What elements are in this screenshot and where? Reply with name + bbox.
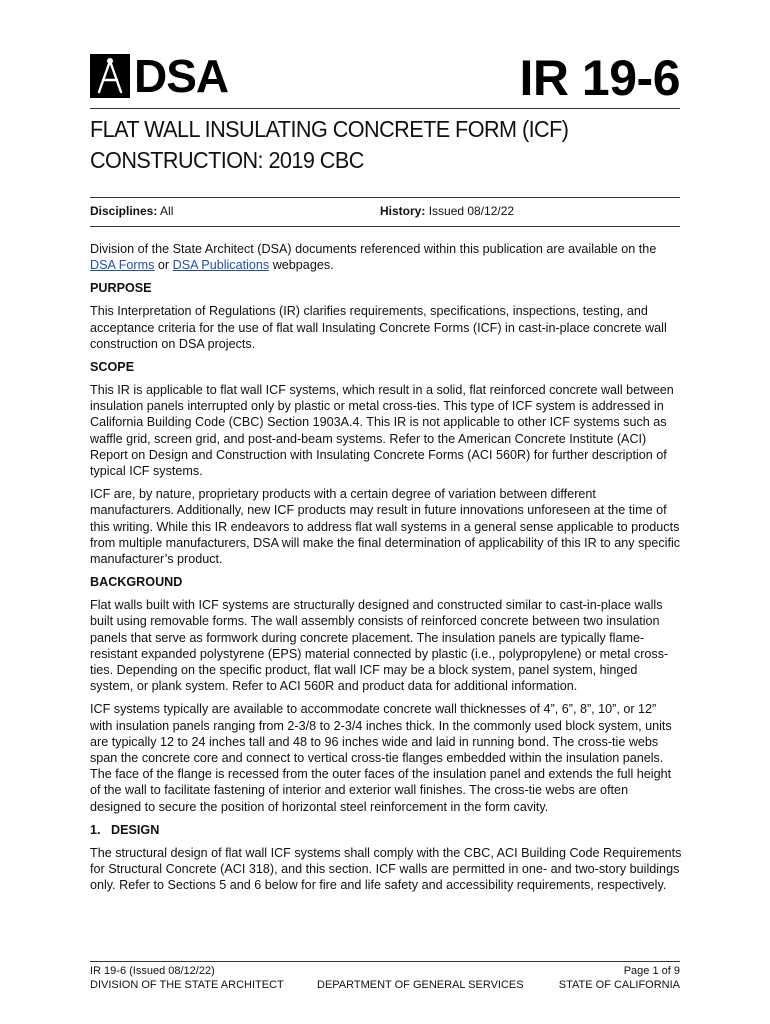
- background-paragraph-1: Flat walls built with ICF systems are structurally designed and constructed similar to cast-in-place walls built using removable forms. The wall assembly consists of reinforced concrete between two insulation panels that serve as formwork during concrete placement. The insulation panels are typically flame-resistant expanded polystyrene (EPS) material connected by plastic (i.e., polypropylene) or metal cross-ties. Depending on the specific product, flat wall ICF may be a block system, panel system, hinged system, or plank system. Refer to ACI 560R and product data for additional information.: [90, 598, 669, 694]
- compass-icon: [90, 54, 130, 98]
- disciplines-value: All: [160, 204, 174, 218]
- footer-state: STATE OF CALIFORNIA: [558, 979, 680, 991]
- dsa-forms-link[interactable]: DSA Forms: [90, 258, 155, 273]
- design-heading: 1. DESIGN: [90, 822, 160, 837]
- dsa-logo: [90, 50, 229, 102]
- scope-paragraph-1: This IR is applicable to flat wall ICF systems, which result in a solid, flat reinforced concrete wall between insulation panels interrupted only by plastic or metal cross-ties. This type of ICF system is addressed in California Building Code (CBC) Section 1903A.4. This IR is not applicable to other ICF systems such as waffle grid, screen grid, and post-and-beam systems. Refer to the American Concrete Institute (ACI) Report on Design and Construction with Insulating Concrete Forms (ACI 560R) for further description of typical ICF systems.: [90, 383, 674, 479]
- scope-heading: SCOPE: [90, 360, 135, 375]
- ir-number: IR 19-6: [519, 50, 680, 106]
- background-paragraph-2: ICF systems typically are available to accommodate concrete wall thicknesses of 4”, 6”, 8”, 10”, or 12” with insulation panels ranging from 2-3/8 to 2-3/4 inches thick. In the commonly used block system, units are typically 12 to 24 inches tall and 48 to 96 inches wide and laid in running bond. The cross-tie webs span the concrete core and connect to vertical cross-tie flanges embedded within the insulation panels. The face of the flange is recessed from the outer faces of the insulation panel and extends the full height of the wall to facilitate fastening of interior and exterior wall finishes. The cross-tie webs are often designed to secure the position of horizontal steel reinforcement in the form cavity.: [90, 702, 672, 814]
- history: [380, 203, 514, 219]
- dsa-publications-link[interactable]: DSA Publications: [172, 258, 270, 273]
- design-paragraph: The structural design of flat wall ICF systems shall comply with the CBC, ACI Building Code Requirements for Structural Concrete (ACI 318), and this section. ICF walls are permitted in one- and two-story buildings only. Refer to Sections 5 and 6 below for fire and life safety and accessibility requirements, respectively.: [90, 845, 682, 893]
- document-title: [90, 114, 642, 176]
- footer-page-number: Page 1 of 9: [623, 965, 680, 977]
- meta-divider: [90, 226, 680, 227]
- logo-text: DSA: [134, 50, 229, 102]
- title-line-1: FLAT WALL INSULATING CONCRETE FORM (ICF): [90, 116, 569, 142]
- purpose-paragraph: This Interpretation of Regulations (IR) clarifies requirements, specifications, inspections, testing, and acceptance criteria for the use of flat wall Insulating Concrete Forms (ICF) in cast-in-place concrete wall construction on DSA projects.: [90, 304, 667, 351]
- title-line-2: CONSTRUCTION: 2019 CBC: [90, 147, 364, 173]
- footer-doc-id: IR 19-6 (Issued 08/12/22): [90, 965, 215, 977]
- header-divider: [90, 108, 680, 109]
- intro-text: Division of the State Architect (DSA) documents referenced within this publication are available on the: [90, 242, 657, 256]
- title-divider: [90, 197, 680, 198]
- purpose-heading: PURPOSE: [90, 281, 152, 296]
- document-body: [90, 241, 682, 901]
- history-label: History:: [380, 204, 426, 218]
- background-heading: BACKGROUND: [90, 575, 183, 590]
- footer-division: DIVISION OF THE STATE ARCHITECT: [90, 979, 284, 991]
- intro-text-end: webpages.: [269, 258, 334, 273]
- disciplines: [90, 203, 173, 219]
- history-value: Issued 08/12/22: [428, 204, 515, 218]
- footer-divider: [90, 961, 680, 962]
- disciplines-label: Disciplines:: [90, 204, 158, 218]
- intro-paragraph: [90, 241, 682, 273]
- intro-text-mid: or: [154, 258, 173, 273]
- scope-paragraph-2: ICF are, by nature, proprietary products with a certain degree of variation between different manufacturers. Additionally, new ICF products may result in future innovations unforeseen at the time of this writing. While this IR endeavors to address flat wall systems in a general sense applicable to products from multiple manufacturers, DSA will make the final determination of applicability of this IR to any specific manufacturer’s product.: [90, 487, 681, 567]
- footer-department: DEPARTMENT OF GENERAL SERVICES: [317, 979, 524, 991]
